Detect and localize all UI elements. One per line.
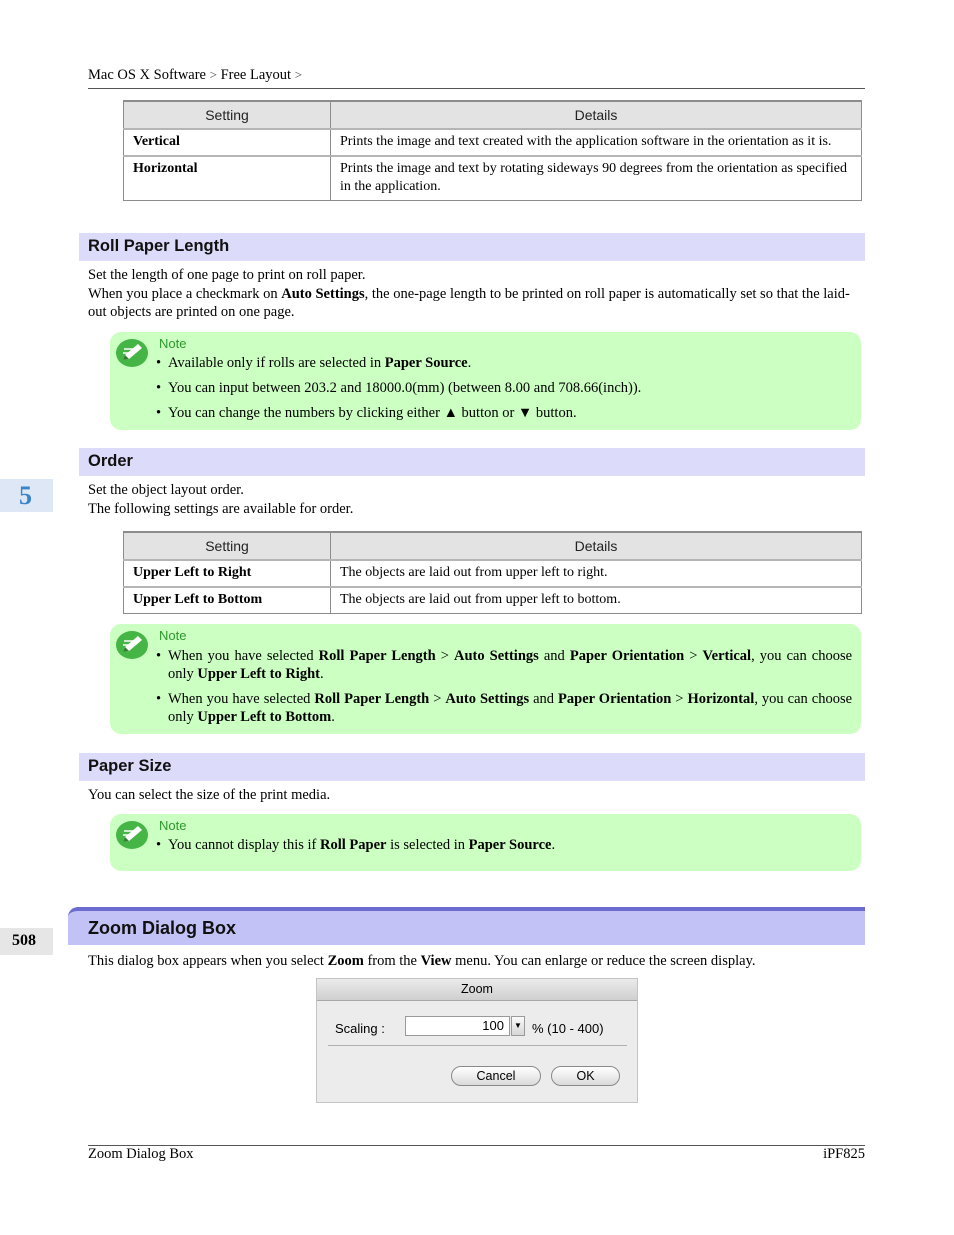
bold-term: Roll Paper Length — [318, 648, 436, 664]
breadcrumb-item[interactable]: Free Layout — [220, 67, 292, 83]
note-box — [110, 814, 861, 871]
header-rule — [88, 88, 865, 89]
text-run: . — [467, 355, 472, 371]
text-run: > — [429, 691, 446, 707]
zoom-dialog — [316, 978, 638, 1103]
table-row — [124, 587, 862, 614]
bold-term: Auto Settings — [445, 691, 530, 707]
table-header-row — [124, 101, 862, 129]
list-item — [156, 647, 852, 683]
text-run: is selected in — [386, 837, 469, 853]
scaling-dropdown-arrow-icon[interactable]: ▼ — [511, 1016, 525, 1036]
section-heading: Zoom Dialog Box — [88, 918, 236, 938]
bold-term: Upper Left to Bottom — [197, 709, 332, 725]
chapter-tab[interactable] — [0, 479, 53, 512]
note-label: Note — [159, 628, 187, 643]
column-header: Details — [331, 532, 862, 560]
bold-term: Paper Orientation — [569, 648, 685, 664]
note-list — [156, 354, 852, 429]
text-run: Available only if rolls are selected in — [168, 355, 385, 371]
text-run: and — [538, 648, 570, 664]
details-cell: The objects are laid out from upper left to right. — [331, 560, 862, 587]
paragraph: Set the length of one page to print on roll paper. — [88, 267, 366, 283]
roll-paper-length-text — [88, 266, 863, 322]
breadcrumb-separator: > — [294, 67, 303, 82]
text-run: . — [331, 709, 335, 725]
breadcrumb-item[interactable]: Mac OS X Software — [88, 67, 206, 83]
list-item — [156, 836, 852, 854]
bold-term: Upper Left to Right — [197, 666, 320, 682]
note-list — [156, 836, 852, 861]
order-text — [88, 481, 863, 518]
text-run: When you place a checkmark on — [88, 285, 282, 302]
list-item: • You can change the numbers by clicking either ▲ button or ▼ button. — [156, 404, 852, 422]
breadcrumb — [88, 67, 302, 84]
paragraph — [88, 952, 863, 971]
paragraph: You can select the size of the print media. — [88, 787, 331, 803]
section-order — [79, 448, 865, 476]
text-run: , you can choose only — [168, 648, 853, 682]
text-run: . — [319, 666, 324, 682]
bold-term: Vertical — [702, 648, 752, 664]
note-pencil-icon — [115, 338, 149, 368]
text-run: When you have selected — [168, 648, 319, 664]
order-table — [123, 531, 862, 614]
text-run: You cannot display this if — [168, 837, 320, 853]
chapter-number: 5 — [19, 481, 32, 510]
text-run: menu. You can enlarge or reduce the screen display. — [451, 953, 756, 969]
footer-section-title: Zoom Dialog Box — [88, 1146, 194, 1162]
bold-term: Paper Orientation — [558, 691, 672, 707]
list-item: • You can input between 203.2 and 18000.0(mm) (between 8.00 and 708.66(inch)). — [156, 379, 852, 397]
footer-rule — [88, 1145, 865, 1146]
details-cell: Prints the image and text by rotating sideways 90 degrees from the orientation as specified in the application. — [331, 156, 862, 201]
text-run: When you have selected — [168, 691, 315, 707]
bold-term: Paper Source — [384, 355, 468, 371]
footer-model-name: iPF825 — [823, 1146, 865, 1162]
text-run: > — [435, 648, 454, 664]
bold-term: Horizontal — [687, 691, 755, 707]
text-run: , you can choose only — [168, 691, 853, 725]
setting-cell: Vertical — [124, 129, 331, 156]
bold-term: Roll Paper Length — [314, 691, 430, 707]
setting-cell: Upper Left to Right — [124, 560, 331, 587]
breadcrumb-separator: > — [209, 67, 217, 82]
paragraph — [88, 285, 863, 322]
setting-cell: Upper Left to Bottom — [124, 587, 331, 614]
bold-term: Roll Paper — [320, 837, 387, 853]
orientation-table — [123, 100, 862, 201]
bold-term: Auto Settings — [453, 648, 539, 664]
table-row — [124, 156, 862, 201]
table-row — [124, 560, 862, 587]
note-label: Note — [159, 818, 187, 833]
text-run: > — [684, 648, 703, 664]
scaling-label: Scaling : — [335, 1021, 385, 1036]
note-pencil-icon — [115, 820, 149, 850]
bold-term: Zoom — [327, 953, 364, 969]
note-label: Note — [159, 336, 187, 351]
bold-term: Auto Settings — [281, 285, 365, 302]
paragraph: The following settings are available for order. — [88, 500, 354, 517]
section-zoom-dialog-box — [68, 907, 865, 945]
note-list — [156, 647, 852, 733]
column-header: Setting — [124, 101, 331, 129]
text-run: > — [671, 691, 688, 707]
dialog-title: Zoom — [317, 979, 637, 1001]
page-number: 508 — [12, 932, 36, 949]
paragraph: Set the object layout order. — [88, 482, 244, 498]
details-cell: Prints the image and text created with the application software in the orientation as it is. — [331, 129, 862, 156]
section-roll-paper-length — [79, 233, 865, 261]
cancel-button[interactable]: Cancel — [451, 1066, 541, 1086]
text-run: . — [551, 837, 556, 853]
page-number-tab — [0, 928, 53, 955]
scaling-range-label: % (10 - 400) — [532, 1021, 604, 1036]
ok-button[interactable]: OK — [551, 1066, 620, 1086]
table-row — [124, 129, 862, 156]
table-header-row — [124, 532, 862, 560]
section-heading: Paper Size — [88, 757, 172, 775]
text-run: from the — [363, 953, 421, 969]
note-box — [110, 332, 861, 430]
section-heading: Order — [88, 452, 133, 470]
details-cell: The objects are laid out from upper left to bottom. — [331, 587, 862, 614]
section-heading: Roll Paper Length — [88, 237, 230, 255]
text-run: This dialog box appears when you select — [88, 953, 328, 969]
bold-term: Paper Source — [468, 837, 552, 853]
text-run: and — [529, 691, 559, 707]
scaling-input[interactable]: 100 — [405, 1016, 510, 1036]
text-run: , the one-page length to be printed on roll paper is automatically set so that the laid-out objects are printed on one page. — [88, 285, 850, 320]
bold-term: View — [420, 953, 452, 969]
dialog-divider — [328, 1045, 627, 1046]
note-box — [110, 624, 861, 734]
column-header: Details — [331, 101, 862, 129]
list-item — [156, 354, 852, 372]
list-item — [156, 690, 852, 726]
setting-cell: Horizontal — [124, 156, 331, 201]
section-paper-size — [79, 753, 865, 781]
note-pencil-icon — [115, 630, 149, 660]
column-header: Setting — [124, 532, 331, 560]
